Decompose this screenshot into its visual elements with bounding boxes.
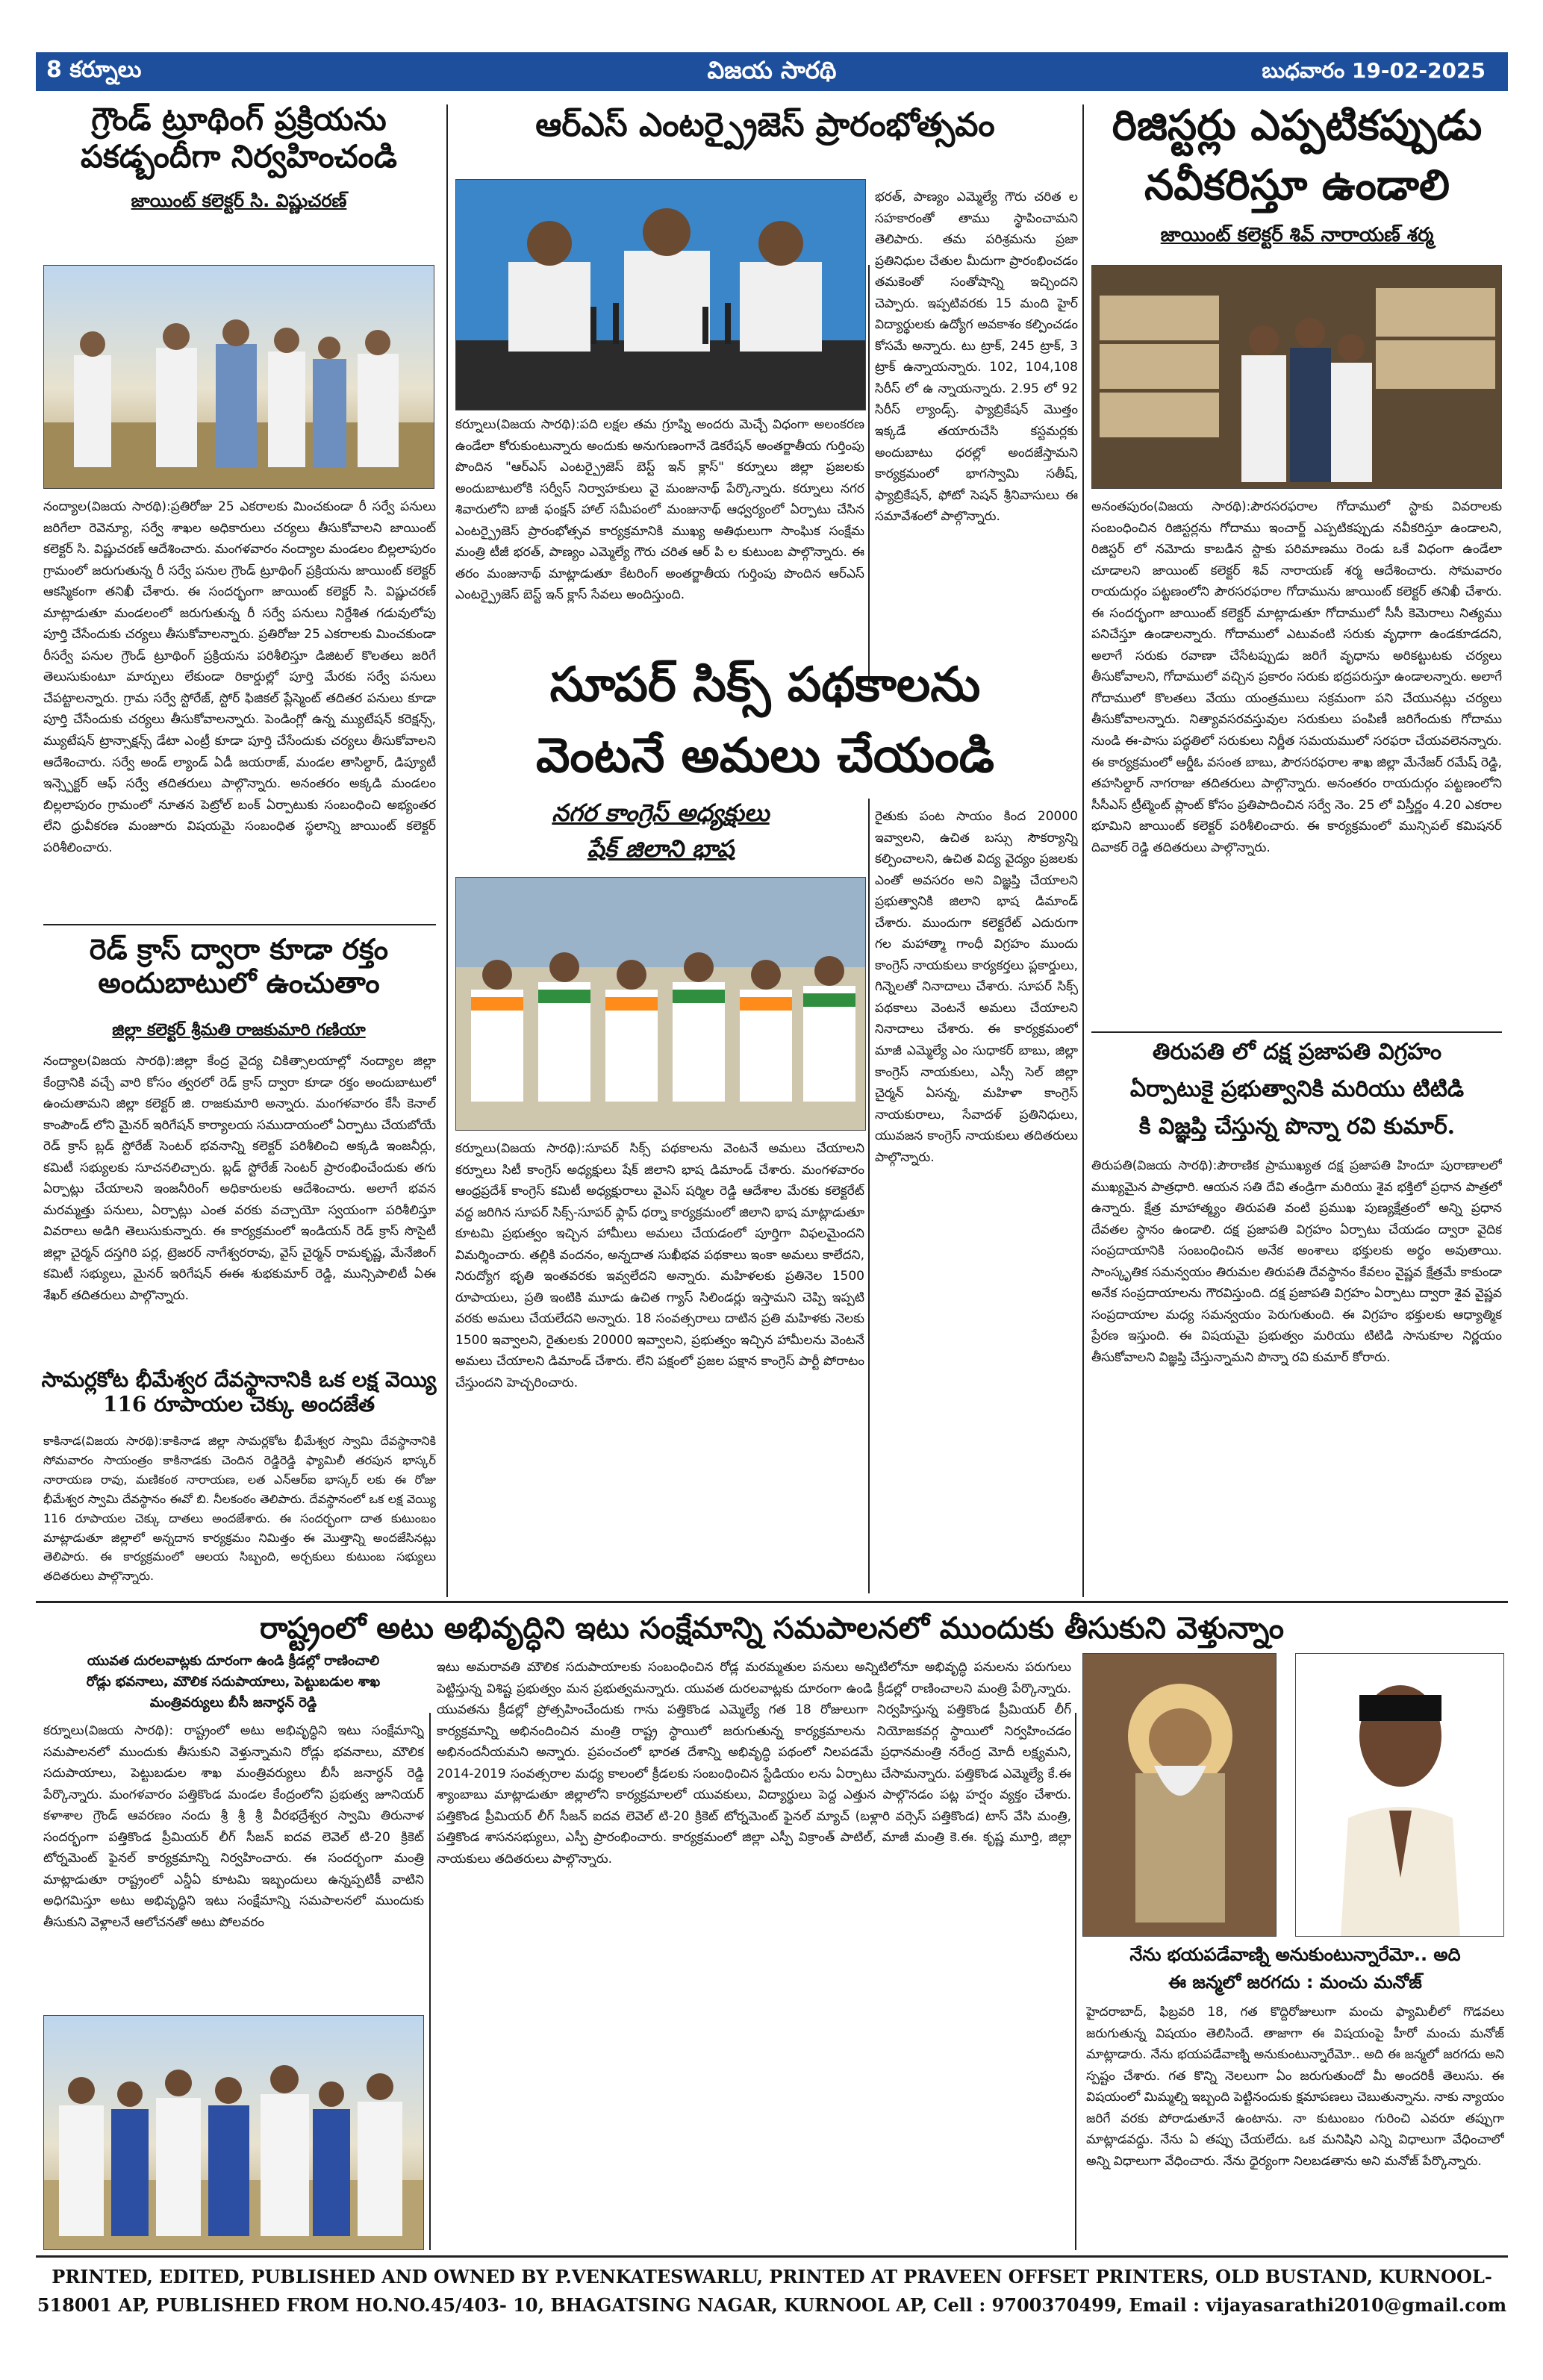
super6-headline-2: వెంటనే అమలు చేయండి [535,728,995,784]
super6-byline-2: షేక్ జిలాని భాష [587,834,735,863]
press-meet-illustration [456,180,866,410]
rs-body-left: కర్నూలు(విజయ సారథి):పది లక్షల తమ గ్రూప్ని అందరు మెచ్చే విధంగా అలంకరణ ఉండేలా కోరుకుంటున్నారు అందుకు అనుగుణంగానే డెకరేషన్ అంతర్జాతీయ గుర్తింపు పొందిన "ఆర్ఎస్ ఎంటర్ప్రైజెస్ బెస్ట్ ఇన్ క్లాస్" కర్నూలు జిల్లా ప్రజలకు అందుబాటులోకి సర్వీస్ నిర్వాహకులు వై మంజునాథ్ పేర్కొన్నారు. కర్నూలు నగర శివారులోని బాజీ ఫంక్షన్ హాల్ సమీపంలో మంజునాథ్ ఆధ్వర్యంలో ఏర్పాటు చేసిన ఎంటర్ప్రైజెస్ ప్రారంభోత్సవ కార్యక్రమానికి ముఖ్య అతిథులుగా సాంఘిక సంక్షేమ మంత్రి టీజీ భరత్, పాణ్యం ఎమ్మెల్యే గౌరు చరిత ఆర్ పి ల కుటుంబ పాల్గొన్నారు. ఈ తరం మంజునాథ్ మాట్లాడుతూ కేటరింగ్ అంతర్జాతీయ గుర్తింపు పొందిన ఆర్ఎస్ ఎంటర్ప్రైజెస్ బెస్ట్ ఇన్ క్లాస్ సేవలు అందిస్తుంది. [455,417,864,603]
story-divider [1091,1031,1502,1033]
cricket-event-illustration [44,2016,424,2250]
manoj-caption-1: నేను భయపడేవాణ్ని అనుకుంటున్నారేమో.. అది [1129,1944,1461,1965]
sports-subhead-1: యువత దురలవాట్లకు దూరంగా ఉండి క్రీడల్లో రాణించాలి [87,1653,380,1669]
story-divider [43,924,436,925]
super6-headline-1: సూపర్ సిక్స్ పథకాలను [549,657,981,713]
column-rule [868,265,870,690]
registers-body: అనంతపురం(విజయ సారథి):పౌరసరఫరాల గోదాములో స్టాకు వివరాలకు సంబంధించిన రిజిస్టర్లను గోదాము ఇంచార్జ్ ఎప్పటికప్పుడు నవీకరిస్తూ ఉండాలని, రిజిస్టర్ లో నమోదు కాబడిన స్టాకు పరిమాణము రెండు ఒకే విధంగా ఉండేలా చూడాలని జాయింట్ కలెక్టర్ శివ్ నారాయణ్ శర్మ ఆదేశించారు. సోమవారం రాయదుర్గం పట్టణంలోని పౌరసరఫరాల గోదామును జాయింట్ కలెక్టర్ తనిఖీ చేశారు. ఈ సందర్భంగా జాయింట్ కలెక్టర్ మాట్లాడుతూ గోదాములో సీసీ కెమెరాలు నిత్యము పనిచేస్తూ ఉండాలన్నారు. గోదాములో ఎటువంటి సరుకు వృధాగా ఉండకూడదని, అలాగే సరుకు రవాణా చేసేటప్పుడు జరిగే వృధాను అరికట్టుటకు చర్యలు తీసుకోవాలని, గోదాములో వచ్చిన ప్రకారం సరుకు భద్రపరుస్తూ ఉండాలన్నారు. అలాగే గోదాములో కొలతలు వేయు యంత్రములు సక్రమంగా పని చేయునట్లు చర్యలు తీసుకోవాలన్నారు. నిత్యావసరవస్తువుల సరుకులు పంపిణీ జరిగేందుకు గోదాము నుండి ఈ-పాసు పద్ధతిలో సరుకులు నిర్ణీత సమయములో సరఫరా చేయవలెనన్నారు. ఈ కార్యక్రమంలో ఆర్డీఓ వసంత బాబు, పౌరసరఫరాల శాఖ జిల్లా మేనేజర్ రమేష్ రెడ్డి, తహసిల్దార్ నాగరాజు తదితరులు పాల్గొన్నారు. అనంతరం రాయదుర్గం పట్టణంలోని సీసీఎస్ ట్రీట్మెంట్ ప్లాంట్ కోసం ప్రతిపాదించిన సర్వే నెం. 25 లో విస్తీర్ణం 4.20 ఎకరాల భూమిని జాయింట్ కలెక్టర్ పరిశీలించారు. ఈ కార్యక్రమంలో మున్సిపల్ కమిషనర్ దివాకర్ రెడ్డి తదితరులు పాల్గొన్నారు. [1091,499,1502,855]
section-rule [36,1601,1508,1603]
ground-body: నంద్యాల(విజయ సారథి):ప్రతిరోజు 25 ఎకరాలకు మించకుండా రీ సర్వే పనులు జరిగేలా రెవెన్యూ, సర్వే శాఖల అధికారులు చర్యలు తీసుకోవాలని జాయింట్ కలెక్టర్ సి. విష్ణుచరణ్ ఆదేశించారు. మంగళవారం నంద్యాల మండలం బిల్లలాపురం గ్రామంలో జరుగుతున్న రీ సర్వే పనుల గ్రౌండ్ ట్రూథింగ్ ప్రక్రియను జాయింట్ కలెక్టర్ ఆకస్మికంగా తనిఖీ చేశారు. ఈ సందర్భంగా జాయింట్ కలెక్టర్ సి. విష్ణుచరణ్ మాట్లాడుతూ మండలంలో జరుగుతున్న రీ సర్వే పనులు నిర్దేశిత గడువులోపు పూర్తి చేసేందుకు చర్యలు తీసుకోవాలన్నారు. ప్రతిరోజు 25 ఎకరాలకు మించకుండా రీసర్వే పనుల గ్రౌండ్ ట్రూథింగ్ ప్రక్రియను పరిశీలిస్తూ డిజిటల్ కొలతలు జరిగే తెలుసుకుంటూ మార్పులు లేకుండా రికార్డుల్లో పూర్తి మేరకు సర్వే పనులు చేపట్టాలన్నారు. గ్రామ సర్వే స్టోరేజ్, స్టోర్ ఫిజికల్ ప్లేస్మెంట్ తదితర పనులు కూడా పూర్తి చేసేందుకు చర్యలు తీసుకోవాలన్నారు. పెండింగ్లో ఉన్న మ్యుటేషన్ కరెక్షన్స్, మ్యుటేషన్ ట్రాన్సాక్షన్స్ డేటా ఎంట్రీ కూడా పూర్తి చేసేందుకు చర్యలు తీసుకోవాలని ఆదేశించారు. సర్వే అండ్ ల్యాండ్ ఏడీ జయరాజ్, మండల తాసిల్దార్, డిప్యూటీ ఇన్స్పెక్టర్ ఆఫ్ సర్వే తదితరులు పాల్గొన్నారు. అనంతరం అక్కడి మండలం బిల్లలాపురం గ్రామంలో నూతన పెట్రోల్ బంక్ ఏర్పాటుకు సంబంధించి అభ్యంతర లేని ధ్రువీకరణ మంజూరు విషయమై సంబంధిత స్థలాన్ని జాయింట్ కలెక్టర్ పరిశీలించారు. [43,499,436,855]
manoj-body: హైదరాబాద్, ఫిబ్రవరి 18, గత కొద్దిరోజులుగా మంచు ఫ్యామిలీలో గొడవలు జరుగుతున్న విషయం తెలిసిందే. తాజాగా ఈ విషయంపై హీరో మంచు మనోజ్ మాట్లాడారు. నేను భయపడేవాణ్ని అనుకుంటున్నారేమో.. అది ఈ జన్మలో జరగదు అని స్పష్టం చేశారు. గత కొన్ని నెలలుగా ఏం జరుగుతుందో మీ అందరికీ తెలుసు. ఈ విషయంలో మిమ్మల్ని ఇబ్బంది పెట్టినందుకు క్షమాపణలు చెబుతున్నాను. నాకు న్యాయం జరిగే వరకు పోరాడుతూనే ఉంటాను. నా కుటుంబం గురించి ఎవరూ తప్పుగా మాట్లాడవద్దు. నేను ఏ తప్పు చేయలేదు. ఒక మనిషిని ఎన్ని విధాలుగా వేధించాలో అన్ని విధాలుగా వేధించారు. నేను ధైర్యంగా నిలబడతాను అని మనోజ్ పేర్కొన్నారు. [1086,2005,1504,2169]
tirupati-headline-1: తిరుపతి లో దక్ష ప్రజాపతి విగ్రహం [1152,1039,1442,1065]
ground-photo [43,265,434,489]
tirupati-headline-3: కి విజ్ఞప్తి చేస్తున్న పొన్నా రవి కుమార్. [1138,1114,1456,1140]
sports-subhead-2: రోడ్లు భవనాలు, మౌలిక సదుపాయాలు, పెట్టుబడుల శాఖ [86,1674,381,1690]
registers-headline-2: నవీకరిస్తూ ఉండాలి [1144,160,1450,210]
sports-body-right: ఇటు అమరావతి మౌలిక సదుపాయాలకు సంబంధించిన రోడ్ల మరమ్మతుల పనులు అన్నిటిలోనూ అభివృద్ధి పనులను పరుగులు పెట్టిస్తున్న విశిష్ట ప్రభుత్వం మన ప్రభుత్వమన్నారు. యువత దురలవాట్లకు దూరంగా ఉండి క్రీడల్లో రాణించాలని మంత్రి పేర్కొన్నారు. యువతను క్రీడల్లో ప్రోత్సహించేందుకు గాను పత్తికొండ ఎమ్మెల్యే గత 18 రోజులుగా నిర్వహిస్తున్న పత్తికొండ ప్రీమియర్ లీగ్ కార్యక్రమాన్ని అభినందించిన మంత్రి రాష్ట్ర స్థాయిలో జరుగుతున్న కార్యక్రమాలను నియోజకవర్గ స్థాయిలో నిర్వహించడం అభినందనీయమని అన్నారు. ప్రపంచంలో భారత దేశాన్ని అభివృద్ధి పథంలో నిలపడమే ప్రధానమంత్రి నరేంద్ర మోదీ లక్ష్యమని, 2014-2019 సంవత్సరాల మధ్య కాలంలో క్రీడలకు సంబంధించిన స్టేడియం లను ఏర్పాటు చేసామన్నారు. పత్తికొండ ఎమ్మెల్యే కే.ఈ శ్యాంబాబు మాట్లాడుతూ జిల్లాలోని కార్యక్రమాలలో యువకులు, విద్యార్థులు పెద్ద ఎత్తున పాల్గొనడం పట్ల హర్షం వ్యక్తం చేశారు. పత్తికొండ ప్రీమియర్ లీగ్ సీజన్ ఐదవ లెవెల్ టి-20 క్రికెట్ టోర్నమెంట్ ఫైనల్ మ్యాచ్ (బళ్లారి వర్సెస్ పత్తికొండ) టాస్ వేసి మంత్రి, పత్తికొండ శాసనసభ్యులు, ఎస్పీ ప్రారంభించారు. కార్యక్రమంలో జిల్లా ఎస్పీ విక్రాంత్ పాటిల్, మాజీ మంత్రి కె.ఈ. కృష్ణ మూర్తి, జిల్లా నాయకులు తదితరులు పాల్గొన్నారు. [437,1660,1071,1867]
imprint-line-2: 518001 AP, PUBLISHED FROM HO.NO.45/403- 10, BHAGATSING NAGAR, KURNOOL AP, Cell : 9700370499, Email : vijayasarathi2010@gmail.com [37,2294,1507,2317]
registers-photo [1091,265,1502,489]
issue-date: బుధవారం 19-02-2025 [1262,58,1486,83]
namaste-person-illustration [1296,1654,1504,1937]
column-rule [868,799,870,1593]
super6-photo [455,877,866,1131]
godown-inspection-illustration [1092,266,1502,489]
sports-headline: రాష్ట్రంలో అటు అభివృద్ధిని ఇటు సంక్షేమాన్ని సమపాలనలో ముందుకు తీసుకుని వెళ్తున్నాం [259,1611,1285,1646]
sports-subhead-3: మంత్రివర్యులు బీసీ జనార్ధన్ రెడ్డి [149,1695,317,1711]
samarlakota-headline: సామర్లకోట భీమేశ్వర దేవస్థానానికి ఒక లక్ష వెయ్యి 116 రూపాయల చెక్కు అందజేత [41,1367,437,1417]
column-rule [429,1713,431,2250]
redcross-byline: జిల్లా కలెక్టర్ శ్రీమతి రాజకుమారి గణియా [112,1021,366,1040]
redcross-headline: రెడ్ క్రాస్ ద్వారా కూడా రక్తం అందుబాటులో ఉంచుతాం [89,932,389,999]
super6-body-bottom: కర్నూలు(విజయ సారథి):సూపర్ సిక్స్ పథకాలను వెంటనే అమలు చేయాలని కర్నూలు సిటీ కాంగ్రెస్ అధ్యక్షులు షేక్ జిలాని భాష డిమాండ్ చేశారు. మంగళవారం ఆంధ్రప్రదేశ్ కాంగ్రెస్ కమిటీ అధ్యక్షురాలు వైఎస్ షర్మిల రెడ్డి ఆదేశాల మేరకు కలెక్టరేట్ వద్ద జరిగిన సూపర్ సిక్స్-సూపర్ ఫ్లాప్ ధర్నా కార్యక్రమంలో జిలాని భాష మాట్లాడుతూ కూటమి ప్రభుత్వం ఇచ్చిన హామీలు అమలు చేయడంలో పూర్తిగా విఫలమైందని విమర్శించారు. తల్లికి వందనం, అన్నదాత సుఖీభవ పథకాలు ఇంకా అమలు కాలేదని, నిరుద్యోగ భృతి ఇంతవరకు ఇవ్వలేదని అన్నారు. మహిళలకు ప్రతినెల 1500 రూపాయలు, ప్రతి ఇంటికి మూడు ఉచిత గ్యాస్ సిలిండర్లు ఇస్తామని చెప్పి ఇప్పటి వరకు అమలు చేయలేదని అన్నారు. 18 సంవత్సరాలు దాటిన ప్రతి మహిళకు నెలకు 1500 ఇవ్వాలని, రైతులకు 20000 ఇవ్వాలని, ప్రభుత్వం ఇచ్చిన హామీలను వెంటనే అమలు చేయాలని డిమాండ్ చేశారు. లేని పక్షంలో ప్రజల పక్షాన కాంగ్రెస్ పార్టీ పోరాటం చేస్తుందని హెచ్చరించారు. [455,1141,864,1391]
tirupati-body: తిరుపతి(విజయ సారథి):పౌరాణిక ప్రాముఖ్యత దక్ష ప్రజాపతి హిందూ పురాణాలలో ముఖ్యమైన పాత్రధారి. ఆయన సతి దేవి తండ్రిగా మరియు శైవ భక్తిలో ప్రధాన పాత్రలో ఉన్నారు. క్షేత్ర మాహాత్మ్యం తిరుపతి వంటి ప్రముఖ పుణ్యక్షేత్రంలో అన్ని ప్రధాన దేవతల స్థానం ఉండాలి. దక్ష ప్రజాపతి విగ్రహం ఏర్పాటు చేయడం ద్వారా వైదిక సంప్రదాయానికి సంబంధించిన అనేక అంశాలు భక్తులకు అర్థం అవుతాయి. సాంస్కృతిక సమన్వయం తిరుమల తిరుపతి దేవస్థానం కేవలం వైష్ణవ క్షేత్రమే కాకుండా అనేక సంప్రదాయాలను గౌరవిస్తుంది. దక్ష ప్రజాపతి విగ్రహం ఏర్పాటు ద్వారా శైవ వైష్ణవ సంప్రదాయాల మధ్య సమన్వయం పెరుగుతుంది. ఈ విగ్రహం భక్తులకు ఆధ్యాత్మిక ప్రేరణ ఇస్తుంది. ఈ విషయమై ప్రభుత్వం మరియు టిటిడి సానుకూల నిర్ణయం తీసుకోవాలని విజ్ఞప్తి చేస్తున్నామని పొన్నా రవి కుమార్ కోరారు. [1091,1158,1502,1365]
footer-rule [36,2255,1508,2258]
column-rule [1075,1713,1076,2250]
rs-headline: ఆర్ఎస్ ఎంటర్ప్రైజెస్ ప్రారంభోత్సవం [535,106,995,144]
sage-portrait [1082,1653,1277,1937]
deity-portrait-illustration [1083,1654,1277,1937]
imprint [36,2263,1508,2320]
rs-body-right: భరత్, పాణ్యం ఎమ్మెల్యే గౌరు చరిత ల సహకారంతో తాము స్థాపించామని తెలిపారు. తమ పరిశ్రమను ప్రజా ప్రతినిధుల చేతుల మీదుగా ప్రారంభించడం తమకెంతో సంతోషాన్ని ఇచ్చిందని చెప్పారు. ఇప్పటివరకు 15 మంది హైర్ విద్యార్థులకు ఉద్యోగ అవకాశం కల్పించడం కోసమే అన్నారు. టు ట్రాక్, 245 ట్రాక్, 3 ట్రాక్ ఉన్నాయన్నారు. 102, 104,108 సిరీస్ లో ఉ న్నాయన్నారు. 2.95 లో 92 సిరీస్ ల్యాండ్స్. ఫ్యాబ్రికేషన్ మొత్తం ఇక్కడే తయారుచేసి కస్టమర్లకు అందుబాటు ధరల్లో అందజేస్తామని కార్యక్రమంలో భాగస్వామి సతీష్, ఫ్యాబ్రికేషన్, ఫోటో సెషన్ శ్రీనివాసులు ఈ సమావేశంలో పాల్గొన్నారు. [875,190,1078,525]
manoj-caption-2: ఈ జన్మలో జరగదు : మంచు మనోజ్ [1168,1972,1422,1993]
person-portrait [1295,1653,1504,1937]
officials-in-field-illustration [44,266,434,489]
column-rule [1082,104,1084,1597]
super6-byline-1: నగర కాంగ్రెస్ అధ్యక్షులు [552,799,770,827]
redcross-body: నంద్యాల(విజయ సారథి):జిల్లా కేంద్ర వైద్య చికిత్సాలయాల్లో నంద్యాల జిల్లా కేంద్రానికి వచ్చే వారి కోసం త్వరలో రెడ్ క్రాస్ ద్వారా కూడా రక్తం అందుబాటులో ఉంచుతామని జిల్లా కలెక్టర్ జి. రాజకుమారి అన్నారు. మంగళవారం కేసీ కెనాల్ కాంపౌండ్ లోని మైనర్ ఇరిగేషన్ కార్యాలయ సముదాయంలో ఏర్పాటు చేయబోయే రెడ్ క్రాస్ బ్లడ్ స్టోరేజ్ సెంటర్ భవనాన్ని కలెక్టర్ పరిశీలించి అక్కడి ఇంజనీర్లు, కమిటీ సభ్యులకు సూచనలిచ్చారు. బ్లడ్ స్టోరేజ్ సెంటర్ ప్రారంభించేందుకు తగు ఏర్పాట్లు చేయాలని ఇంజనీరింగ్ అధికారులకు ఆదేశించారు. అలాగే భవన మరమ్మత్తు పనులు, ఏర్పాట్లు ఎంత వరకు వచ్చాయో స్వయంగా పరిశీలిస్తూ వివరాలు అడిగి తెలుసుకున్నారు. ఈ కార్యక్రమంలో ఇండియన్ రెడ్ క్రాస్ సొసైటీ జిల్లా చైర్మన్ దస్తగిరి పర్ల, ట్రెజరర్ నాగేశ్వరరావు, వైస్ చైర్మన్ రామకృష్ణ, మేనేజింగ్ కమిటీ సభ్యులు, మైనర్ ఇరిగేషన్ ఈఈ శుభకుమార్ రెడ్డి, మున్సిపాలిటీ ఏఈ శేఖర్ తదితరులు పాల్గొన్నారు. [43,1054,436,1304]
page-label: 8 కర్నూలు [46,57,142,83]
tirupati-headline-2: ఏర్పాటుకై ప్రభుత్వానికి మరియు టిటిడి [1129,1076,1465,1102]
super6-body-side: రైతుకు పంట సాయం కింద 20000 ఇవ్వాలని, ఉచిత బస్సు సౌకర్యాన్ని కల్పించాలని, ఉచిత విద్య వైద్యం ప్రజలకు ఎంతో అవసరం అని విజ్ఞప్తి చేయాలని ప్రభుత్వానికి జిలాని భాష డిమాండ్ చేశారు. ముందుగా కలెక్టరేట్ ఎదురుగా గల మహాత్మా గాంధీ విగ్రహం ముందు కాంగ్రెస్ నాయకులు కార్యకర్తలు ప్లకార్డులు, గిన్నెలతో నినాదాలు చేశారు. సూపర్ సిక్స్ పథకాలు వెంటనే అమలు చేయాలని నినాదాలు చేశారు. ఈ కార్యక్రమంలో మాజీ ఎమ్మెల్యే ఎం సుధాకర్ బాబు, జిల్లా కాంగ్రెస్ నాయకులు, ఎస్సీ సెల్ జిల్లా చైర్మన్ ఏసన్న, మహిళా కాంగ్రెస్ నాయకురాలు, సేవాదళ్ ప్రతినిధులు, యువజన కాంగ్రెస్ నాయకులు తదితరులు పాల్గొన్నారు. [875,809,1078,1165]
ground-byline: జాయింట్ కలెక్టర్ సి. విష్ణుచరణ్ [131,190,347,211]
masthead-banner [36,52,1508,91]
column-rule [446,104,448,1597]
sports-photo [43,2015,424,2250]
registers-headline-1: రిజిస్టర్లు ఎప్పటికప్పుడు [1112,101,1483,150]
rs-photo [455,179,866,410]
imprint-line-1: PRINTED, EDITED, PUBLISHED AND OWNED BY P.VENKATESWARLU, PRINTED AT PRAVEEN OFFSET PRINTERS, OLD BUSTAND, KURNOOL- [52,2266,1492,2287]
ground-headline: గ్రౌండ్ ట్రూథింగ్ ప్రక్రియను పకడ్బందీగా నిర్వహించండి [80,101,398,175]
sports-body-left: కర్నూలు(విజయ సారథి): రాష్ట్రంలో అటు అభివృద్ధిని ఇటు సంక్షేమాన్ని సమపాలనలో ముందుకు తీసుకుని వెళ్తున్నామని రోడ్లు భవనాలు, మౌలిక సదుపాయాలు, పెట్టుబడుల శాఖ మంత్రివర్యులు బీసీ జనార్ధన్ రెడ్డి పేర్కొన్నారు. మంగళవారం పత్తికొండ మండల కేంద్రంలోని ప్రభుత్వ జూనియర్ కళాశాల గ్రౌండ్ ఆవరణం నందు శ్రీ శ్రీ శ్రీ వీరభద్రేశ్వర స్వామి తిరునాళ సందర్భంగా పత్తికొండ ప్రీమియర్ లీగ్ సీజన్ ఐదవ లెవెల్ టి-20 క్రికెట్ టోర్నమెంట్ ఫైనల్ కార్యక్రమాన్ని నిర్వహించారు. ఈ సందర్భంగా మంత్రి మాట్లాడుతూ రాష్ట్రంలో ఎన్డీఏ కూటమి ఇబ్బందులు ఉన్నప్పటికీ వాటిని అధిగమిస్తూ అటు అభివృద్ధిని ఇటు సంక్షేమాన్ని సమపాలనలో ముందుకు తీసుకుని వెళ్లాలనే ఆలోచనతో అటు పోలవరం [43,1723,424,1930]
registers-byline: జాయింట్ కలెక్టర్ శివ్ నారాయణ్ శర్మ [1160,224,1434,246]
masthead-title: విజయ సారథి [707,56,837,84]
protest-gathering-illustration [456,878,866,1131]
samarlakota-body: కాకినాడ(విజయ సారథి):కాకినాడ జిల్లా సామర్లకోట భీమేశ్వర స్వామి దేవస్థానానికి సోమవారం సాయంత్రం కాకినాడకు చెందిన రెడ్డిరెడ్డి ఫ్యామిలీ తరపున భాస్కర్ నారాయణ రావు, మణికంఠ నారాయణ, లత ఎన్ఆర్ఐ భాస్కర్ లకు ఈ రోజు భీమేశ్వర స్వామి దేవస్థానం ఈవో బి. నీలకంఠం తెలిపారు. దేవస్థానంలో ఒక లక్ష వెయ్యి 116 రూపాయల చెక్కు దాతలు అందజేశారు. ఈ సందర్భంగా దాత కుటుంబం మాట్లాడుతూ జిల్లాలో అన్నదాన కార్యక్రమం నిమిత్తం ఈ మొత్తాన్ని అందజేసినట్లు తెలిపారు. ఈ కార్యక్రమంలో ఆలయ సిబ్బంది, అర్చకులు కుటుంబ సభ్యులు తదితరులు పాల్గొన్నారు. [43,1434,436,1584]
